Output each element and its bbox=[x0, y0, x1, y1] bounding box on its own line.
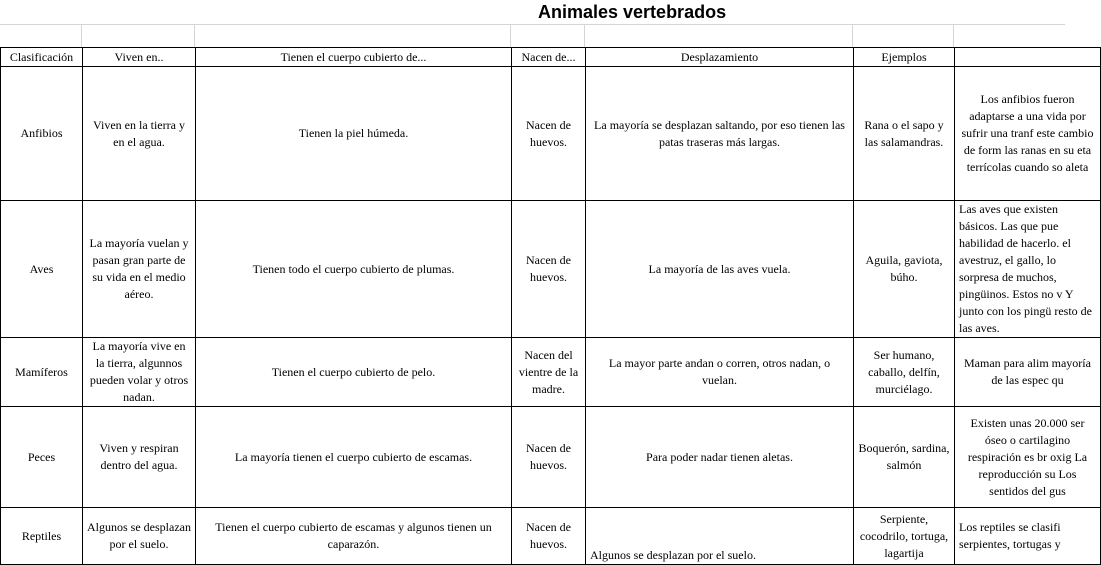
table-row bbox=[1, 508, 1101, 565]
header-nacen[interactable]: Nacen de... bbox=[512, 48, 586, 67]
cell-desplazamiento[interactable]: Algunos se desplazan por el suelo. bbox=[586, 508, 854, 565]
cell-notas[interactable]: Existen unas 20.000 ser óseo o cartilagino respiración es br oxig La reproducción su Los sentidos del gus bbox=[955, 407, 1101, 508]
header-notas[interactable] bbox=[955, 48, 1101, 67]
cell-desplazamiento[interactable]: La mayoría de las aves vuela. bbox=[586, 201, 854, 338]
cell-nacen[interactable]: Nacen de huevos. bbox=[512, 67, 586, 201]
cell-cuerpo[interactable]: Tienen la piel húmeda. bbox=[196, 67, 512, 201]
gridline bbox=[852, 24, 853, 47]
cell-ejemplos[interactable]: Boquerón, sardina, salmón bbox=[854, 407, 955, 508]
cell-cuerpo[interactable]: Tienen todo el cuerpo cubierto de plumas. bbox=[196, 201, 512, 338]
cell-viven[interactable]: Viven y respiran dentro del agua. bbox=[83, 407, 196, 508]
cell-clasificacion[interactable]: Mamíferos bbox=[1, 338, 83, 407]
table-row bbox=[1, 67, 1101, 201]
cell-notas[interactable]: Maman para alim mayoría de las espec qu bbox=[955, 338, 1101, 407]
cell-viven[interactable]: La mayoría vuelan y pasan gran parte de su vida en el medio aéreo. bbox=[83, 201, 196, 338]
title-row bbox=[0, 0, 1065, 25]
cell-ejemplos[interactable]: Ser humano, caballo, delfín, murciélago. bbox=[854, 338, 955, 407]
sheet-title[interactable]: Animales vertebrados bbox=[538, 2, 727, 22]
table-row bbox=[1, 201, 1101, 338]
cell-nacen[interactable]: Nacen de huevos. bbox=[512, 407, 586, 508]
cell-ejemplos[interactable]: Serpiente, cocodrilo, tortuga, lagartija bbox=[854, 508, 955, 565]
header-row bbox=[1, 48, 1101, 67]
cell-notas[interactable]: Las aves que existen básicos. Las que pue habilidad de hacerlo. el avestruz, el gallo, lo sorpresa de muchos, pingüinos. Estos no v Y junto con los pingü resto de las aves. bbox=[955, 201, 1101, 338]
cell-nacen[interactable]: Nacen de huevos. bbox=[512, 508, 586, 565]
table-row bbox=[1, 338, 1101, 407]
cell-notas[interactable]: Los anfibios fueron adaptarse a una vida por sufrir una tranf este cambio de form las ranas en su eta terrícolas cuando so aleta bbox=[955, 67, 1101, 201]
cell-clasificacion[interactable]: Peces bbox=[1, 407, 83, 508]
cell-clasificacion[interactable]: Reptiles bbox=[1, 508, 83, 565]
header-ejemplos[interactable]: Ejemplos bbox=[854, 48, 955, 67]
header-clasificacion[interactable]: Clasificación bbox=[1, 48, 83, 67]
cell-ejemplos[interactable]: Rana o el sapo y las salamandras. bbox=[854, 67, 955, 201]
cell-desplazamiento[interactable]: Para poder nadar tienen aletas. bbox=[586, 407, 854, 508]
gridline bbox=[510, 24, 511, 47]
cell-desplazamiento[interactable]: La mayor parte andan o corren, otros nadan, o vuelan. bbox=[586, 338, 854, 407]
cell-nacen[interactable]: Nacen del vientre de la madre. bbox=[512, 338, 586, 407]
cell-nacen[interactable]: Nacen de huevos. bbox=[512, 201, 586, 338]
header-viven[interactable]: Viven en.. bbox=[83, 48, 196, 67]
cell-desplazamiento[interactable]: La mayoría se desplazan saltando, por eso tienen las patas traseras más largas. bbox=[586, 67, 854, 201]
table-row bbox=[1, 407, 1101, 508]
gridline bbox=[194, 24, 195, 47]
cell-viven[interactable]: Viven en la tierra y en el agua. bbox=[83, 67, 196, 201]
gridline bbox=[81, 24, 82, 47]
vertebrates-table bbox=[0, 47, 1101, 565]
cell-cuerpo[interactable]: La mayoría tienen el cuerpo cubierto de escamas. bbox=[196, 407, 512, 508]
cell-notas[interactable]: Los reptiles se clasifi serpientes, tortugas y bbox=[955, 508, 1101, 565]
header-desplazamiento[interactable]: Desplazamiento bbox=[586, 48, 854, 67]
blank-row bbox=[0, 24, 1065, 47]
gridline bbox=[953, 24, 954, 47]
header-cuerpo[interactable]: Tienen el cuerpo cubierto de... bbox=[196, 48, 512, 67]
cell-cuerpo[interactable]: Tienen el cuerpo cubierto de pelo. bbox=[196, 338, 512, 407]
cell-viven[interactable]: La mayoría vive en la tierra, algunnos pueden volar y otros nadan. bbox=[83, 338, 196, 407]
cell-viven[interactable]: Algunos se desplazan por el suelo. bbox=[83, 508, 196, 565]
cell-ejemplos[interactable]: Aguila, gaviota, búho. bbox=[854, 201, 955, 338]
gridline bbox=[584, 24, 585, 47]
cell-clasificacion[interactable]: Aves bbox=[1, 201, 83, 338]
cell-clasificacion[interactable]: Anfibios bbox=[1, 67, 83, 201]
cell-cuerpo[interactable]: Tienen el cuerpo cubierto de escamas y algunos tienen un caparazón. bbox=[196, 508, 512, 565]
